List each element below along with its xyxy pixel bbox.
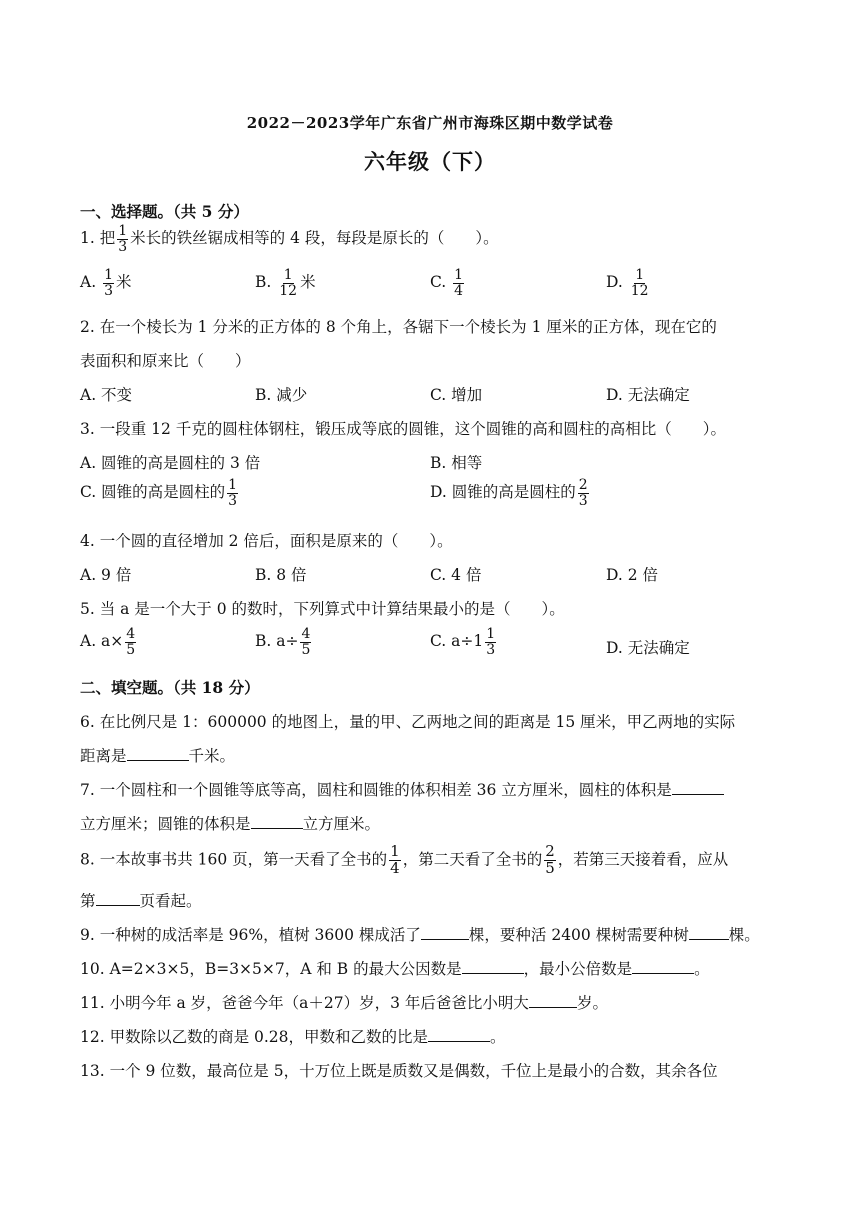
question-2-line-1: 2. 在一个棱长为 1 分米的正方体的 8 个角上，各锯下一个棱长为 1 厘米的正方体，现在它的 (80, 318, 717, 336)
q3-option-a[interactable]: A. 圆锥的高是圆柱的 3 倍 (80, 454, 261, 472)
q7-answer-blank-2[interactable] (251, 814, 303, 829)
q4-option-c[interactable]: C. 4 倍 (430, 566, 482, 584)
q1-option-a[interactable]: A. $\frac{1}{3}$ 米 (80, 267, 132, 299)
section-heading-fill: 二、填空题。（共 18 分） (80, 678, 260, 697)
q5-option-a[interactable]: A. a× $\frac{4}{5}$ (80, 626, 136, 658)
q12-answer-blank[interactable] (428, 1027, 490, 1042)
q9-answer-blank-1[interactable] (421, 925, 469, 940)
q2-option-a[interactable]: A. 不变 (80, 386, 133, 404)
q5-option-d[interactable]: D. 无法确定 (606, 639, 690, 657)
q4-option-a[interactable]: A. 9 倍 (80, 566, 132, 584)
q10-answer-blank-1[interactable] (462, 959, 524, 974)
section-heading-choice: 一、选择题。（共 5 分） (80, 202, 249, 221)
exam-subtitle: 六年级（下） (364, 149, 496, 174)
question-7-line-1: 7. 一个圆柱和一个圆锥等底等高，圆柱和圆锥的体积相差 36 立方厘米，圆柱的体积是 (80, 778, 724, 800)
q2-option-d[interactable]: D. 无法确定 (606, 386, 690, 404)
question-2-line-2: 表面积和原来比（ ） (80, 352, 251, 370)
question-7-line-2: 立方厘米；圆锥的体积是 立方厘米。 (80, 815, 381, 833)
question-13: 13. 一个 9 位数，最高位是 5，十万位上既是质数又是偶数，千位上是最小的合数，其余各位 (80, 1062, 718, 1080)
question-11: 11. 小明今年 a 岁，爸爸今年（a＋27）岁，3 年后爸爸比小明大 岁。 (80, 994, 608, 1012)
question-8-line-2: 第 页看起。 (80, 892, 202, 910)
q3-option-b[interactable]: B. 相等 (430, 454, 483, 472)
question-4: 4. 一个圆的直径增加 2 倍后，面积是原来的（ ）。 (80, 532, 453, 550)
q5-option-b[interactable]: B. a÷ $\frac{4}{5}$ (255, 626, 311, 658)
question-8-line-1: 8. 一本故事书共 160 页，第一天看了全书的 $\frac{1}{4}$ ，第二天看了全书的 $\frac{2}{5}$ ，若第三天接着看，应从 (80, 842, 729, 877)
q10-answer-blank-2[interactable] (632, 959, 694, 974)
q1-option-c[interactable]: C. $\frac{1}{4}$ (430, 267, 464, 299)
q1-option-b[interactable]: B. $\frac{1}{12}$ 米 (255, 267, 316, 299)
q1-fraction: $\frac{1}{3}$ (118, 223, 128, 255)
question-6-line-1: 6. 在比例尺是 1：600000 的地图上，量的甲、乙两地之间的距离是 15 厘米，甲乙两地的实际 (80, 713, 736, 731)
question-9: 9. 一种树的成活率是 96%，植树 3600 棵成活了 棵，要种活 2400 棵树需要种树 棵。 (80, 926, 760, 944)
q5-option-c[interactable]: C. a÷1 $\frac{1}{3}$ (430, 626, 496, 658)
q4-option-d[interactable]: D. 2 倍 (606, 566, 659, 584)
q1-text-pre: 1. 把 (80, 229, 116, 248)
q3-option-c[interactable]: C. 圆锥的高是圆柱的 $\frac{1}{3}$ (80, 477, 238, 509)
q2-option-c[interactable]: C. 增加 (430, 386, 483, 404)
question-6-line-2: 距离是 千米。 (80, 747, 236, 765)
question-5: 5. 当 a 是一个大于 0 的数时，下列算式中计算结果最小的是（ ）。 (80, 600, 565, 618)
question-1 (80, 224, 499, 254)
question-3: 3. 一段重 12 千克的圆柱体钢柱，锻压成等底的圆锥，这个圆锥的高和圆柱的高相比（ ）。 (80, 420, 727, 438)
question-12: 12. 甲数除以乙数的商是 0.28，甲数和乙数的比是 。 (80, 1028, 506, 1046)
question-10: 10. A=2×3×5，B=3×5×7，A 和 B 的最大公因数是 ，最小公倍数是 。 (80, 960, 710, 978)
q3-option-d[interactable]: D. 圆锥的高是圆柱的 $\frac{2}{3}$ (430, 477, 588, 509)
q6-answer-blank[interactable] (127, 746, 189, 761)
q11-answer-blank[interactable] (529, 993, 577, 1008)
q8-answer-blank[interactable] (96, 891, 140, 906)
exam-title: 2022－2023学年广东省广州市海珠区期中数学试卷 (246, 114, 614, 132)
q4-option-b[interactable]: B. 8 倍 (255, 566, 307, 584)
q1-text-post: 米长的铁丝锯成相等的 4 段，每段是原长的（ ）。 (130, 229, 499, 248)
q1-option-d[interactable]: D. $\frac{1}{12}$ (606, 267, 649, 299)
q9-answer-blank-2[interactable] (689, 925, 729, 940)
q2-option-b[interactable]: B. 减少 (255, 386, 308, 404)
q7-answer-blank-1[interactable] (672, 780, 724, 795)
